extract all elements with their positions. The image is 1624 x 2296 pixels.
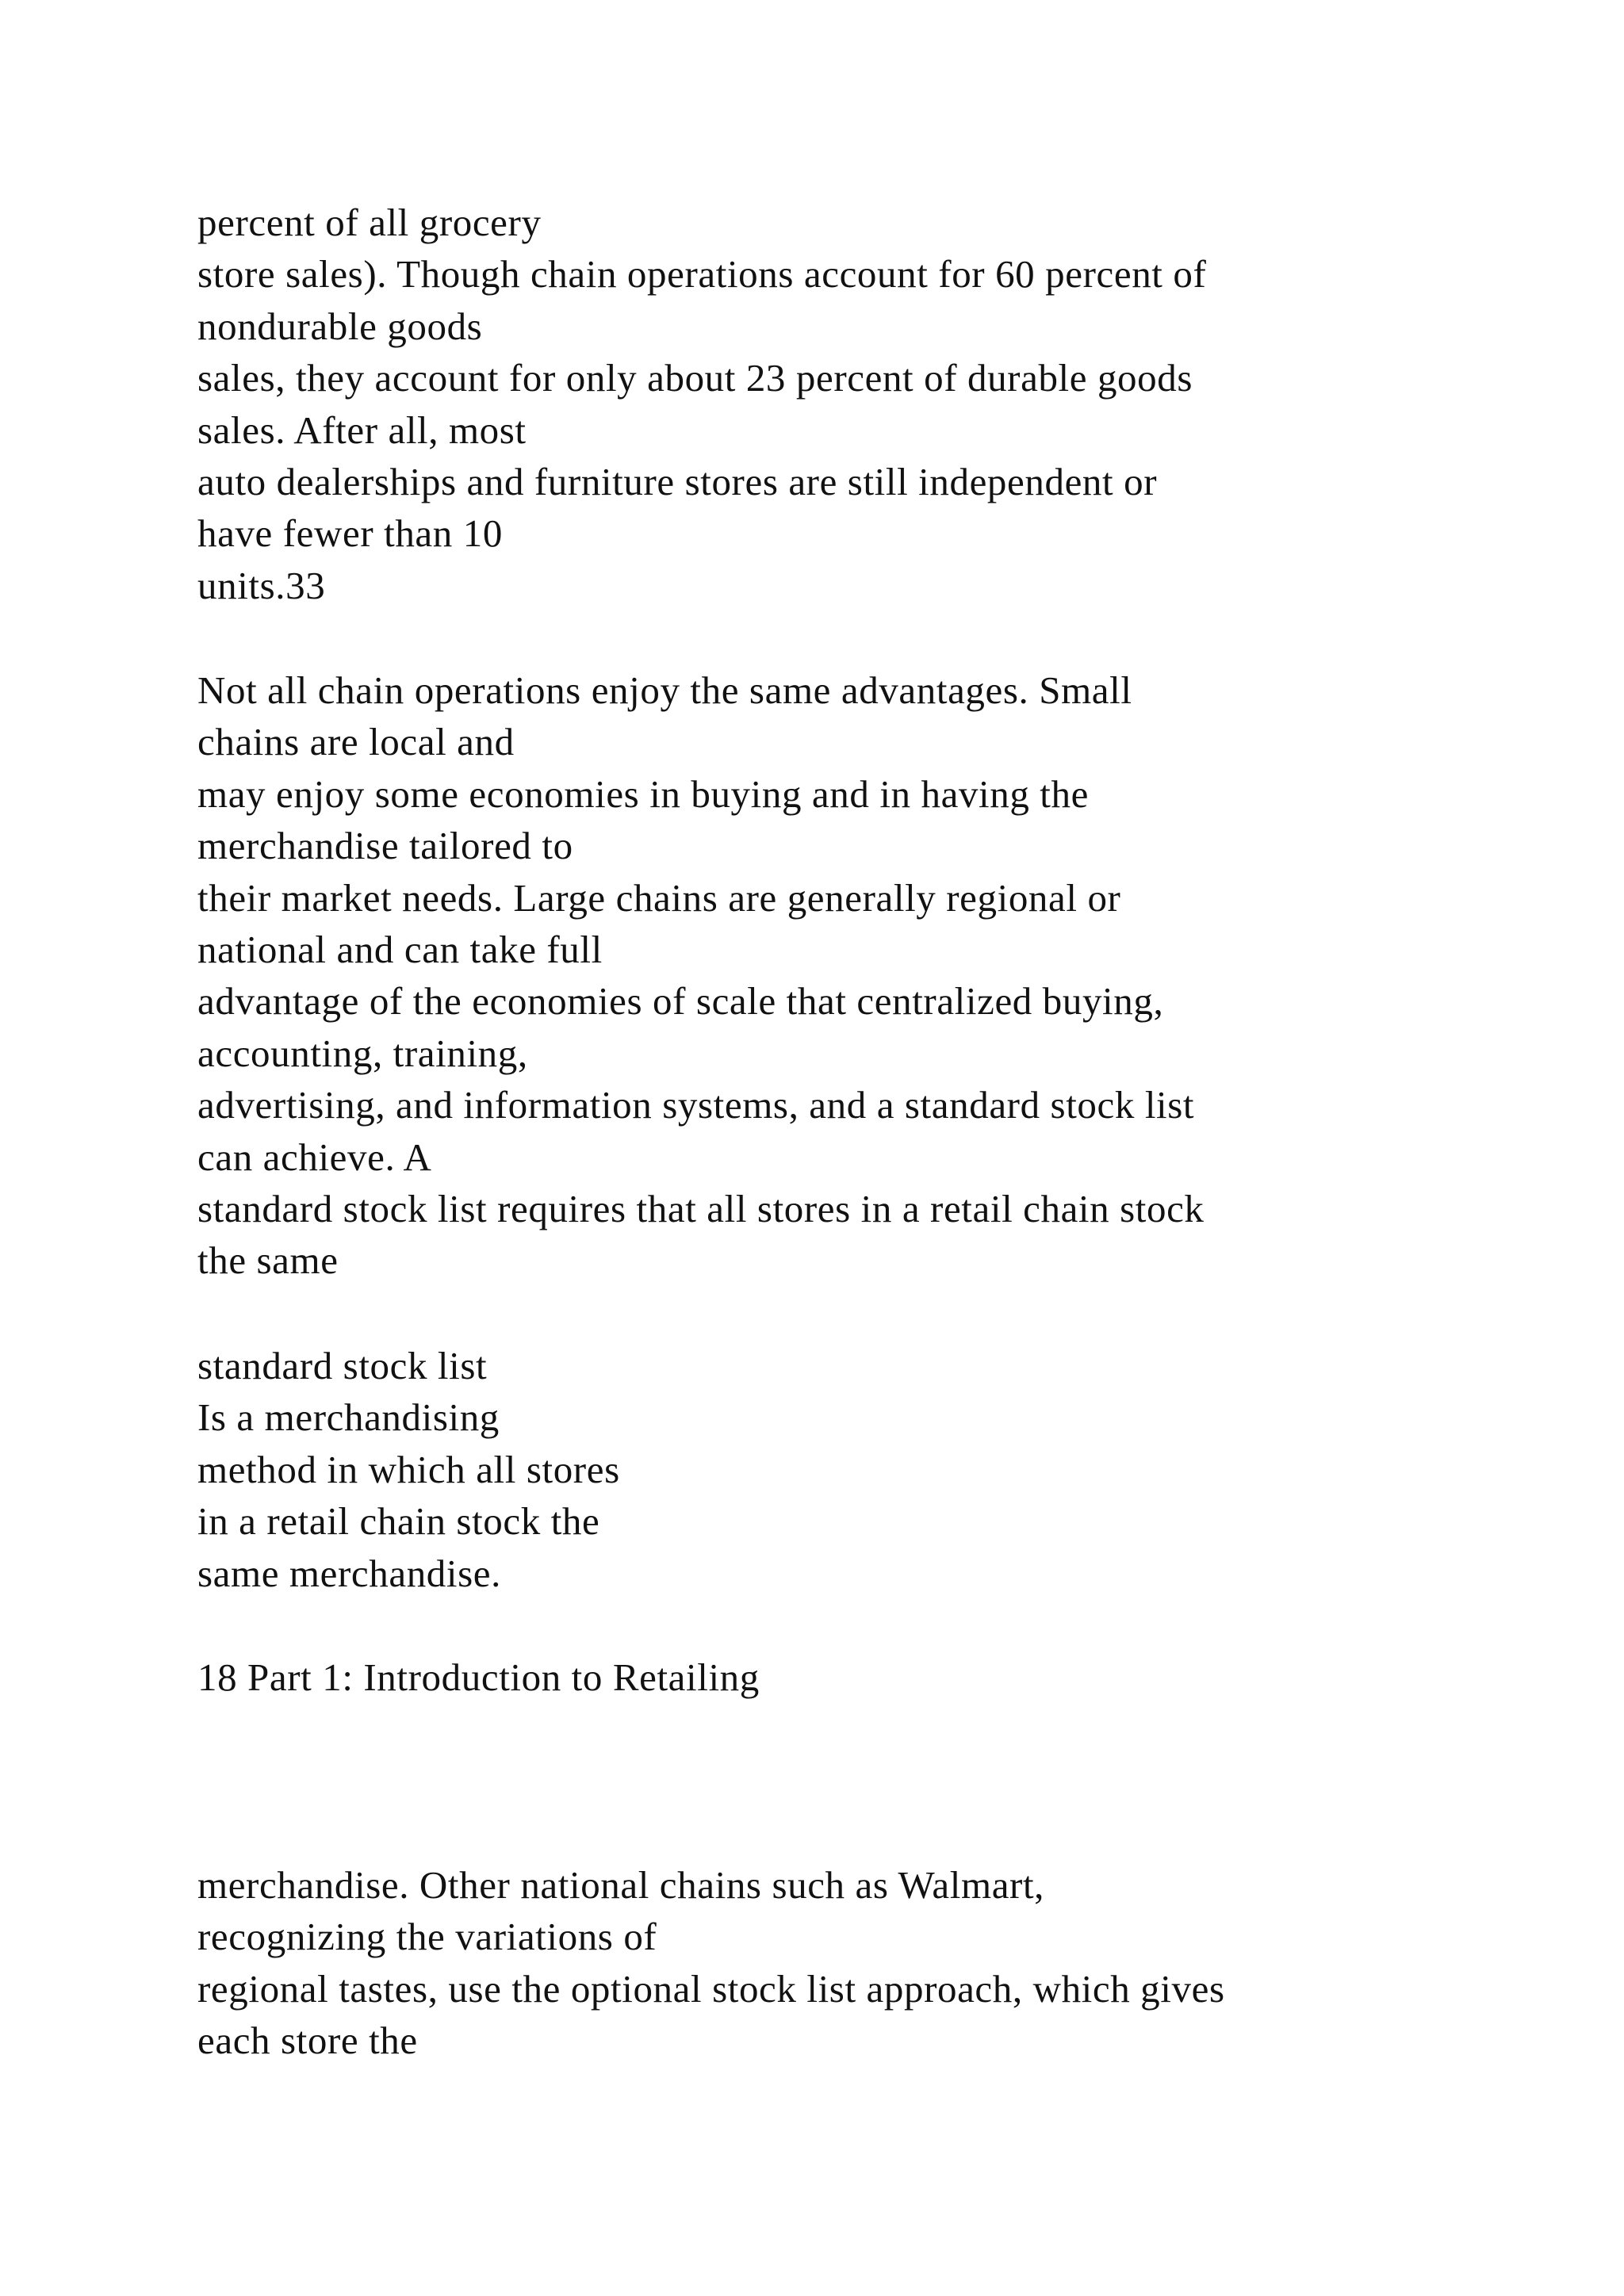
text-line: have fewer than 10 xyxy=(197,511,503,556)
text-line: their market needs. Large chains are generally regional or xyxy=(197,875,1121,920)
paragraph-chain-advantages xyxy=(197,664,1561,1287)
definition-line: in a retail chain stock the xyxy=(197,1499,600,1544)
page-footer xyxy=(197,1651,1561,1703)
text-line: can achieve. A xyxy=(197,1135,432,1179)
definition-term: standard stock list xyxy=(197,1344,488,1387)
text-line: sales. After all, most xyxy=(197,408,527,452)
margin-definition-standard-stock-list xyxy=(197,1340,1561,1599)
text-line: store sales). Though chain operations account for 60 percent of xyxy=(197,252,1207,297)
text-line: sales, they account for only about 23 percent of durable goods xyxy=(197,356,1193,400)
definition-line: same merchandise. xyxy=(197,1551,501,1595)
text-line: each store the xyxy=(197,2019,418,2063)
paragraph-optional-stock-list xyxy=(197,1859,1561,2067)
text-line: percent of all grocery xyxy=(197,201,542,244)
text-line: Not all chain operations enjoy the same advantages. Small xyxy=(197,668,1132,712)
definition-line: Is a merchandising xyxy=(197,1395,500,1440)
text-line: may enjoy some economies in buying and in having the xyxy=(197,771,1089,816)
definition-line: method in which all stores xyxy=(197,1447,620,1491)
text-line: nondurable goods xyxy=(197,304,483,348)
paragraph-chain-sales xyxy=(197,197,1561,611)
text-line: chains are local and xyxy=(197,720,515,764)
text-line: advertising, and information systems, and a standard stock list xyxy=(197,1083,1195,1127)
text-line: advantage of the economies of scale that centralized buying, xyxy=(197,979,1164,1024)
text-line: the same xyxy=(197,1238,339,1283)
text-line: regional tastes, use the optional stock list approach, which gives xyxy=(197,1966,1225,2011)
text-line: accounting, training, xyxy=(197,1031,528,1075)
text-line: national and can take full xyxy=(197,928,603,972)
text-line: standard stock list requires that all stores in a retail chain stock xyxy=(197,1187,1205,1231)
text-line: units.33 xyxy=(197,563,326,607)
page-footer-text: 18 Part 1: Introduction to Retailing xyxy=(197,1655,760,1699)
text-line: merchandise. Other national chains such as Walmart, xyxy=(197,1863,1045,1907)
text-line: recognizing the variations of xyxy=(197,1915,657,1959)
text-line: merchandise tailored to xyxy=(197,824,573,868)
text-line: auto dealerships and furniture stores are still independent or xyxy=(197,460,1158,504)
